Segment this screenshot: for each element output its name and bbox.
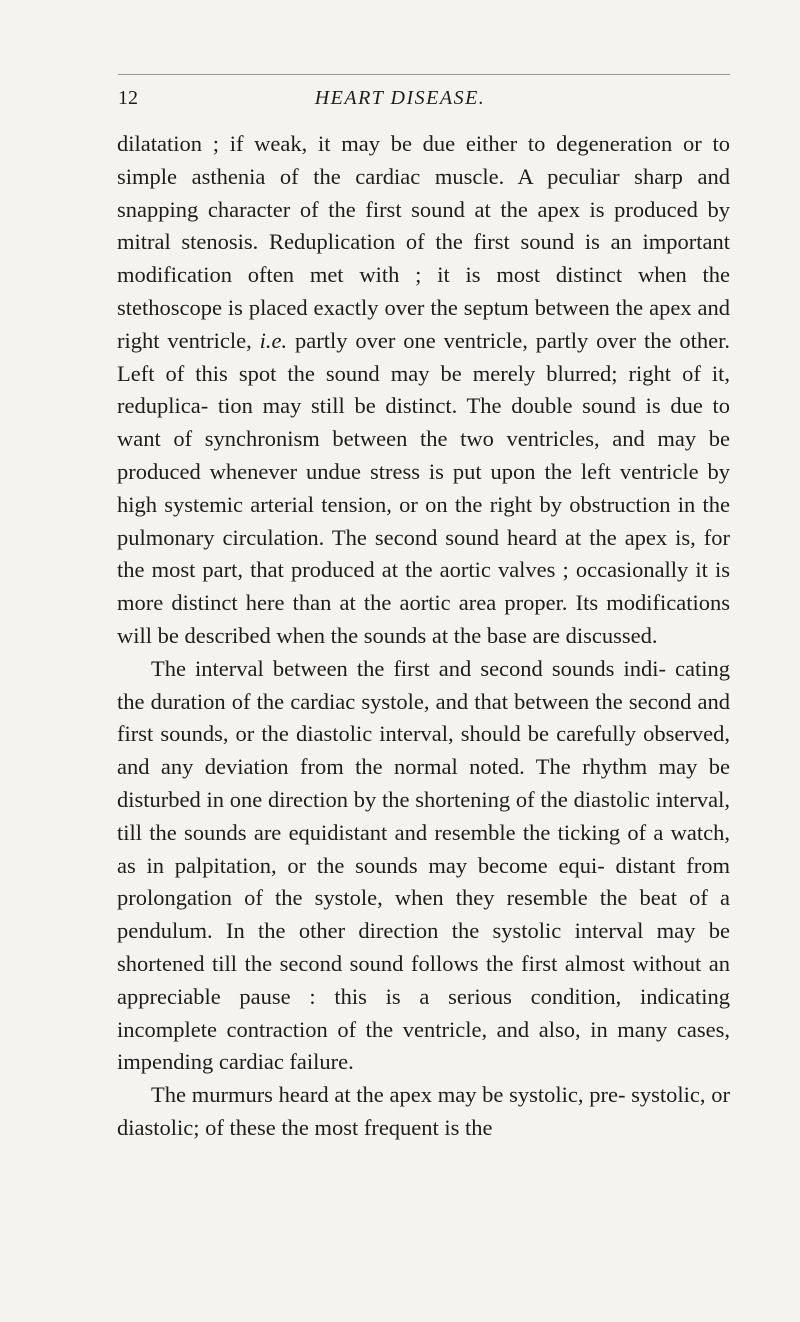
page-header [0, 0, 800, 110]
paragraph-1 [117, 128, 730, 653]
paragraph-1-text-b: partly over one ventricle, partly over the other. Left of this spot the sound may be merely blurred; right of it, reduplica- tion may still be distinct. The double sound is due to want of synchronism between the two ventricles, and may be produced whenever undue stress is put upon the left ventricle by high systemic arterial tension, or on the right by obstruction in the pulmonary circulation. The second sound heard at the apex is, for the most part, that produced at the aortic valves ; occasionally it is more distinct here than at the aortic area proper. Its modifications will be described when the sounds at the base are discussed. [117, 327, 730, 648]
paragraph-3: The murmurs heard at the apex may be systolic, pre- systolic, or diastolic; of these the most frequent is the [117, 1082, 730, 1140]
abbreviation-ie: i.e. [259, 327, 288, 353]
paragraph-2: The interval between the first and second sounds indi- cating the duration of the cardiac systole, and that between the second and first sounds, or the diastolic interval, should be carefully observed, and any deviation from the normal noted. The rhythm may be disturbed in one direction by the shortening of the diastolic interval, till the sounds are equidistant and resemble the ticking of a watch, as in palpitation, or the sounds may become equi- distant from prolongation of the systole, when they resemble the beat of a pendulum. In the other direction the systolic interval may be shortened till the second sound follows the first almost without an appreciable pause : this is a serious condition, indicating incomplete contraction of the ventricle, and also, in many cases, impending cardiac failure. [117, 655, 730, 1075]
page-number: 12 [118, 87, 138, 109]
running-title: HEART DISEASE. [314, 87, 486, 109]
paragraph-1-text-a: dilatation ; if weak, it may be due either to degeneration or to simple asthenia of the cardiac muscle. A peculiar sharp and snapping character of the first sound at the apex is produced by mitral stenosis. Reduplication of the first sound is an important modification often met with ; it is most distinct when the stethoscope is placed exactly over the septum between the apex and right ventricle, [117, 131, 730, 353]
header-rule [118, 74, 730, 75]
body-text [117, 128, 730, 1145]
